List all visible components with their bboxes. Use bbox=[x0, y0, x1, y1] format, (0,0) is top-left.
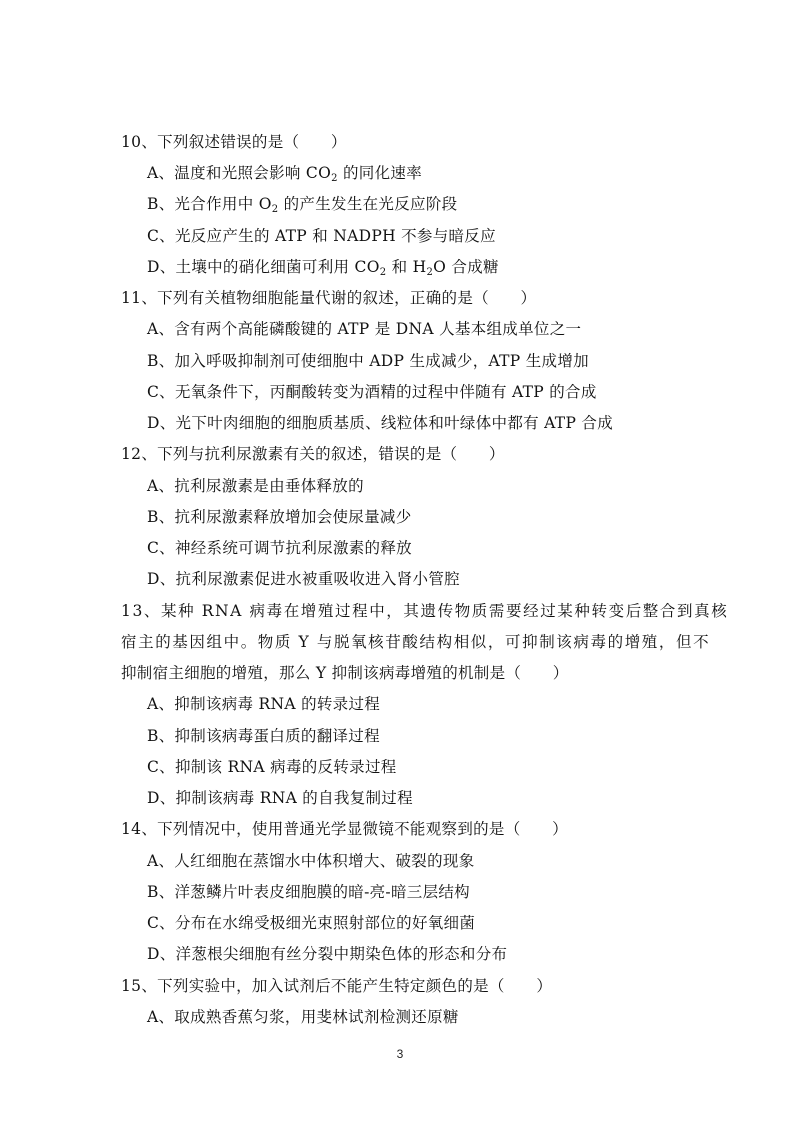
question-11-option-b: B、加入呼吸抑制剂可使细胞中 ADP 生成减少，ATP 生成增加 bbox=[147, 352, 589, 370]
question-14-option-a: A、人红细胞在蒸馏水中体积增大、破裂的现象 bbox=[147, 852, 475, 870]
question-15-option-a: A、取成熟香蕉匀浆，用斐林试剂检测还原糖 bbox=[147, 1008, 459, 1026]
question-14-stem: 14、下列情况中，使用普通光学显微镜不能观察到的是（ ） bbox=[121, 820, 568, 838]
question-13-option-c: C、抑制该 RNA 病毒的反转录过程 bbox=[147, 758, 397, 776]
question-11-option-a: A、含有两个高能磷酸键的 ATP 是 DNA 人基本组成单位之一 bbox=[147, 320, 582, 338]
page-number: 3 bbox=[396, 1047, 404, 1061]
question-13-stem-line-2: 宿主的基因组中。物质 Y 与脱氧核苷酸结构相似，可抑制该病毒的增殖，但不 bbox=[121, 633, 711, 651]
question-11-stem: 11、下列有关植物细胞能量代谢的叙述，正确的是（ ） bbox=[121, 289, 537, 307]
question-10-option-b: B、光合作用中 $O_2$ 的产生发生在光反应阶段 bbox=[147, 195, 458, 215]
question-10-option-d: D、土壤中的硝化细菌可利用 $CO_2$ 和 $H_2O$ 合成糖 bbox=[147, 258, 499, 278]
question-12-option-b: B、抗利尿激素释放增加会使尿量减少 bbox=[147, 508, 412, 526]
question-11-option-c: C、无氧条件下，丙酮酸转变为酒精的过程中伴随有 ATP 的合成 bbox=[147, 383, 597, 401]
question-15-stem: 15、下列实验中，加入试剂后不能产生特定颜色的是（ ） bbox=[121, 977, 553, 995]
question-12-option-a: A、抗利尿激素是由垂体释放的 bbox=[147, 477, 364, 495]
question-14-option-d: D、洋葱根尖细胞有丝分裂中期染色体的形态和分布 bbox=[147, 945, 508, 963]
question-13-option-a: A、抑制该病毒 RNA 的转录过程 bbox=[147, 695, 381, 713]
question-13-stem-line-3: 抑制宿主细胞的增殖，那么 Y 抑制该病毒增殖的机制是（ ） bbox=[121, 664, 569, 682]
question-13-option-d: D、抑制该病毒 RNA 的自我复制过程 bbox=[147, 789, 413, 807]
question-10-option-a: A、温度和光照会影响 $CO_2$ 的同化速率 bbox=[147, 164, 422, 184]
question-10-option-c: C、光反应产生的 ATP 和 NADPH 不参与暗反应 bbox=[147, 227, 496, 245]
question-13-stem-line-1: 13、某种 RNA 病毒在增殖过程中，其遗传物质需要经过某种转变后整合到真核 bbox=[121, 602, 729, 620]
question-14-option-b: B、洋葱鳞片叶表皮细胞膜的暗-亮-暗三层结构 bbox=[147, 883, 470, 901]
question-13-option-b: B、抑制该病毒蛋白质的翻译过程 bbox=[147, 727, 380, 745]
question-12-option-c: C、神经系统可调节抗利尿激素的释放 bbox=[147, 539, 412, 557]
question-11-option-d: D、光下叶肉细胞的细胞质基质、线粒体和叶绿体中都有 ATP 合成 bbox=[147, 414, 613, 432]
question-12-option-d: D、抗利尿激素促进水被重吸收进入肾小管腔 bbox=[147, 570, 460, 588]
question-14-option-c: C、分布在水绵受极细光束照射部位的好氧细菌 bbox=[147, 914, 476, 932]
question-12-stem: 12、下列与抗利尿激素有关的叙述，错误的是（ ） bbox=[121, 445, 505, 463]
question-10-stem: 10、下列叙述错误的是（ ） bbox=[121, 133, 347, 151]
